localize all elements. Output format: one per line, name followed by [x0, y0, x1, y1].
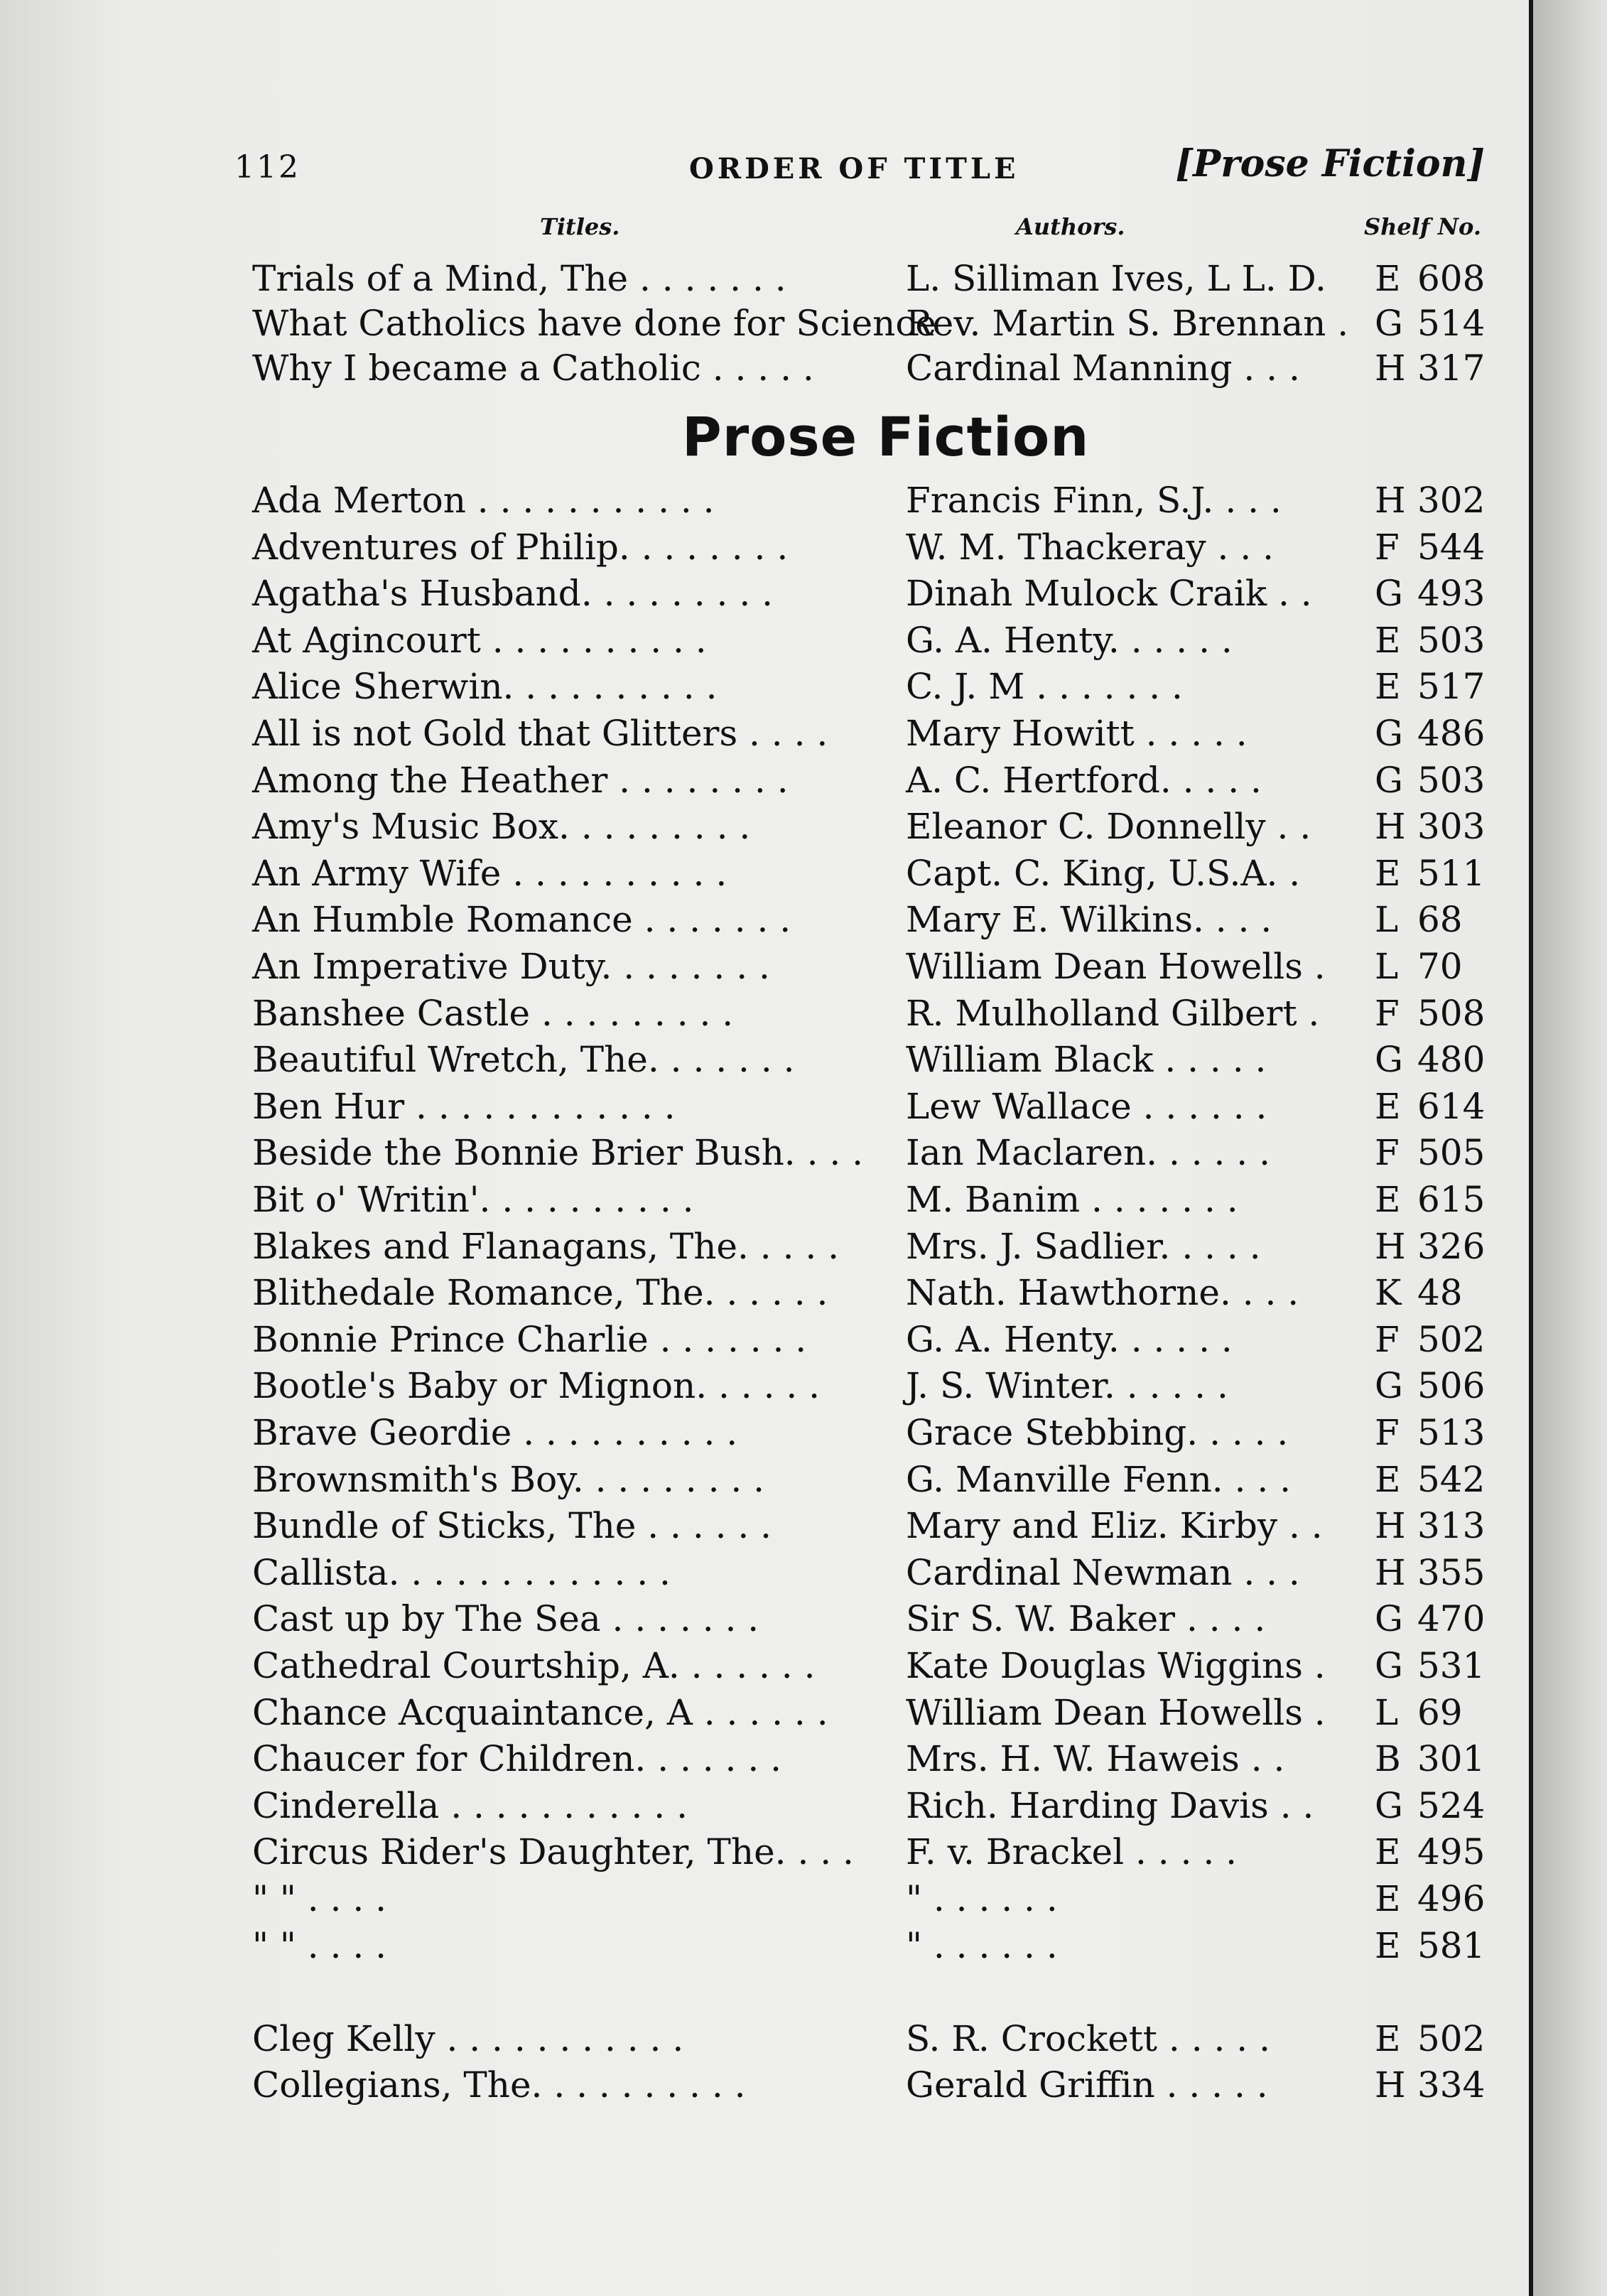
top-entry-row: [252, 301, 1503, 346]
entry-row: [252, 758, 1503, 803]
page-header: [234, 142, 1485, 199]
shelf-number: 514: [1417, 303, 1486, 344]
entry-title: Adventures of Philip. . . . . . . .: [252, 526, 789, 568]
shelf-number: 303: [1417, 806, 1486, 848]
entry-row: [252, 1317, 1503, 1362]
entry-row: [252, 944, 1503, 989]
entry-row: [252, 897, 1503, 942]
shelf-number: 502: [1417, 1318, 1486, 1360]
entry-author: Cardinal Newman . . .: [906, 1551, 1300, 1593]
entry-row: [252, 1177, 1503, 1222]
shelf-letter: G: [1375, 303, 1403, 344]
shelf-letter: E: [1375, 1085, 1401, 1127]
shelf-number: 48: [1417, 1272, 1463, 1314]
entry-author: Mary E. Wilkins. . . .: [906, 899, 1272, 941]
entry-row: [252, 1643, 1503, 1688]
shelf-number: 614: [1417, 1085, 1486, 1127]
shelf-number: 313: [1417, 1505, 1486, 1547]
shelf-number: 506: [1417, 1365, 1486, 1407]
entry-author: " . . . . . .: [906, 1878, 1058, 1919]
shelf-letter: E: [1375, 666, 1401, 708]
shelf-number: 355: [1417, 1551, 1486, 1593]
shelf-number: 531: [1417, 1645, 1486, 1686]
entry-row: [252, 524, 1503, 570]
shelf-letter: G: [1375, 1598, 1403, 1640]
entry-title: " " . . . .: [252, 1924, 387, 1966]
shelf-number: 326: [1417, 1225, 1486, 1267]
column-headings: [234, 213, 1485, 249]
entry-title: Beside the Bonnie Brier Bush. . . .: [252, 1132, 864, 1174]
entry-title: Beautiful Wretch, The. . . . . . .: [252, 1039, 795, 1081]
shelf-letter: G: [1375, 1039, 1403, 1081]
shelf-letter: G: [1375, 713, 1403, 754]
shelf-number: 608: [1417, 258, 1486, 299]
entry-title: Cinderella . . . . . . . . . . .: [252, 1784, 688, 1826]
entry-author: F. v. Brackel . . . . .: [906, 1831, 1238, 1873]
entry-row: [252, 1363, 1503, 1408]
shelf-number: 505: [1417, 1132, 1486, 1174]
entry-author: Mary and Eliz. Kirby . .: [906, 1505, 1323, 1547]
column-heading-authors: Authors.: [1016, 213, 1125, 240]
shelf-letter: G: [1375, 1784, 1403, 1826]
entry-author: Francis Finn, S.J. . . .: [906, 480, 1282, 521]
entry-author: L. Silliman Ives, L L. D.: [906, 258, 1326, 299]
shelf-letter: F: [1375, 526, 1400, 568]
entry-author: Lew Wallace . . . . . .: [906, 1085, 1267, 1127]
entry-title: Bootle's Baby or Mignon. . . . . .: [252, 1365, 821, 1407]
shelf-number: 495: [1417, 1831, 1486, 1873]
entry-title: Brave Geordie . . . . . . . . . .: [252, 1412, 738, 1453]
shelf-letter: E: [1375, 1924, 1401, 1966]
entry-author: M. Banim . . . . . . .: [906, 1179, 1238, 1220]
entry-title: An Imperative Duty. . . . . . . .: [252, 946, 770, 987]
top-entry-row: [252, 345, 1503, 391]
shelf-number: 508: [1417, 992, 1486, 1034]
shelf-number: 70: [1417, 946, 1463, 987]
shelf-letter: G: [1375, 1645, 1403, 1686]
entry-row: [252, 991, 1503, 1036]
entry-title: Circus Rider's Daughter, The. . . .: [252, 1831, 854, 1873]
entry-title: Cleg Kelly . . . . . . . . . . .: [252, 2017, 684, 2059]
entry-row: [252, 1596, 1503, 1642]
entry-title: At Agincourt . . . . . . . . . .: [252, 619, 707, 661]
shelf-letter: E: [1375, 1878, 1401, 1919]
entry-row: [252, 1503, 1503, 1548]
entry-title: Why I became a Catholic . . . . .: [252, 347, 814, 389]
entry-title: Alice Sherwin. . . . . . . . . .: [252, 666, 718, 708]
entry-author: Sir S. W. Baker . . . .: [906, 1598, 1266, 1640]
shelf-number: 502: [1417, 2017, 1486, 2059]
entry-author: Mrs. J. Sadlier. . . . .: [906, 1225, 1261, 1267]
shelf-letter: L: [1375, 946, 1399, 987]
shelf-number: 544: [1417, 526, 1486, 568]
entry-author: Rich. Harding Davis . .: [906, 1784, 1314, 1826]
shelf-number: 493: [1417, 573, 1486, 615]
entry-author: Mrs. H. W. Haweis . .: [906, 1738, 1285, 1780]
entry-author: William Black . . . . .: [906, 1039, 1267, 1081]
entry-author: J. S. Winter. . . . . .: [906, 1365, 1228, 1407]
entry-title: Trials of a Mind, The . . . . . . .: [252, 258, 786, 299]
entry-author: Mary Howitt . . . . .: [906, 713, 1248, 754]
entry-author: G. Manville Fenn. . . .: [906, 1458, 1292, 1500]
shelf-letter: H: [1375, 1505, 1406, 1547]
entry-title: An Army Wife . . . . . . . . . .: [252, 852, 727, 894]
section-heading: Prose Fiction: [682, 405, 1090, 468]
entry-row: [252, 1037, 1503, 1082]
shelf-number: 581: [1417, 1924, 1486, 1966]
entry-title: Bonnie Prince Charlie . . . . . . .: [252, 1318, 807, 1360]
shelf-letter: H: [1375, 347, 1406, 389]
entry-row: [252, 1690, 1503, 1735]
shelf-number: 301: [1417, 1738, 1486, 1780]
entry-row: [252, 1084, 1503, 1129]
entry-row: [252, 478, 1503, 523]
entry-title: Amy's Music Box. . . . . . . . .: [252, 806, 751, 848]
section-tag: [Prose Fiction]: [1175, 142, 1485, 185]
page-gutter-shadow: [1533, 0, 1607, 2296]
shelf-letter: E: [1375, 852, 1401, 894]
entry-author: Grace Stebbing. . . . .: [906, 1412, 1289, 1453]
entry-author: Cardinal Manning . . .: [906, 347, 1300, 389]
column-heading-titles: Titles.: [540, 213, 620, 240]
entry-row: [252, 1923, 1503, 1968]
shelf-number: 503: [1417, 619, 1486, 661]
entry-title: Bundle of Sticks, The . . . . . .: [252, 1505, 772, 1547]
entry-author: Nath. Hawthorne. . . .: [906, 1272, 1299, 1314]
entry-row: [252, 2016, 1503, 2061]
entry-row: [252, 618, 1503, 663]
entry-row: [252, 1130, 1503, 1175]
entry-author: R. Mulholland Gilbert .: [906, 992, 1320, 1034]
entry-title: An Humble Romance . . . . . . .: [252, 899, 791, 941]
shelf-letter: G: [1375, 1365, 1403, 1407]
shelf-letter: K: [1375, 1272, 1402, 1314]
running-title: ORDER OF TITLE: [689, 152, 1019, 185]
entry-row: [252, 2062, 1503, 2108]
entry-row: [252, 1829, 1503, 1875]
entry-title: Banshee Castle . . . . . . . . .: [252, 992, 734, 1034]
entry-author: Capt. C. King, U.S.A. .: [906, 852, 1301, 894]
shelf-letter: F: [1375, 1132, 1400, 1174]
shelf-letter: H: [1375, 480, 1406, 521]
shelf-letter: L: [1375, 899, 1399, 941]
shelf-letter: E: [1375, 258, 1401, 299]
entry-author: Kate Douglas Wiggins .: [906, 1645, 1326, 1686]
shelf-number: 513: [1417, 1412, 1486, 1453]
entry-author: Ian Maclaren. . . . . .: [906, 1132, 1270, 1174]
entry-title: Bit o' Writin'. . . . . . . . . .: [252, 1179, 694, 1220]
entry-title: Agatha's Husband. . . . . . . . .: [252, 573, 774, 615]
entry-author: William Dean Howells .: [906, 946, 1326, 987]
entry-title: What Catholics have done for Science: [252, 303, 936, 344]
shelf-letter: E: [1375, 1831, 1401, 1873]
entry-title: Among the Heather . . . . . . . .: [252, 759, 789, 801]
entry-title: Collegians, The. . . . . . . . . .: [252, 2064, 746, 2106]
shelf-number: 69: [1417, 1691, 1463, 1733]
shelf-number: 503: [1417, 759, 1486, 801]
shelf-letter: F: [1375, 1412, 1400, 1453]
entry-title: Cast up by The Sea . . . . . . .: [252, 1598, 759, 1640]
entry-title: Chance Acquaintance, A . . . . . .: [252, 1691, 828, 1733]
shelf-letter: F: [1375, 1318, 1400, 1360]
entry-author: Rev. Martin S. Brennan .: [906, 303, 1349, 344]
entry-row: [252, 1224, 1503, 1269]
shelf-letter: E: [1375, 1179, 1401, 1220]
shelf-number: 517: [1417, 666, 1486, 708]
entry-row: [252, 1736, 1503, 1782]
shelf-number: 68: [1417, 899, 1463, 941]
entry-row: [252, 1457, 1503, 1502]
entry-author: A. C. Hertford. . . . .: [906, 759, 1262, 801]
shelf-number: 317: [1417, 347, 1486, 389]
entry-row: [252, 1550, 1503, 1595]
entry-author: C. J. M . . . . . . .: [906, 666, 1183, 708]
entry-title: Blithedale Romance, The. . . . . .: [252, 1272, 828, 1314]
shelf-number: 524: [1417, 1784, 1486, 1826]
shelf-number: 470: [1417, 1598, 1486, 1640]
entry-row: [252, 1270, 1503, 1315]
entry-row: [252, 664, 1503, 709]
top-entry-row: [252, 256, 1503, 301]
entry-title: Chaucer for Children. . . . . . .: [252, 1738, 782, 1780]
shelf-number: 480: [1417, 1039, 1486, 1081]
entry-author: W. M. Thackeray . . .: [906, 526, 1274, 568]
shelf-letter: H: [1375, 1225, 1406, 1267]
shelf-number: 334: [1417, 2064, 1486, 2106]
shelf-letter: G: [1375, 759, 1403, 801]
entry-row: [252, 804, 1503, 849]
shelf-letter: H: [1375, 2064, 1406, 2106]
shelf-letter: F: [1375, 992, 1400, 1034]
entry-title: All is not Gold that Glitters . . . .: [252, 713, 828, 754]
entry-row: [252, 1969, 1503, 2015]
page-edge-line: [1529, 0, 1533, 2296]
shelf-number: 542: [1417, 1458, 1486, 1500]
shelf-letter: L: [1375, 1691, 1399, 1733]
entry-title: Callista. . . . . . . . . . . . .: [252, 1551, 671, 1593]
shelf-number: 615: [1417, 1179, 1486, 1220]
entry-title: Blakes and Flanagans, The. . . . .: [252, 1225, 840, 1267]
shelf-letter: B: [1375, 1738, 1401, 1780]
entry-title: Ada Merton . . . . . . . . . . .: [252, 480, 715, 521]
entry-row: [252, 1410, 1503, 1455]
entry-row: [252, 1876, 1503, 1922]
entry-row: [252, 851, 1503, 896]
shelf-letter: H: [1375, 1551, 1406, 1593]
entry-author: Gerald Griffin . . . . .: [906, 2064, 1268, 2106]
entry-author: Dinah Mulock Craik . .: [906, 573, 1312, 615]
shelf-letter: E: [1375, 1458, 1401, 1500]
shelf-number: 496: [1417, 1878, 1486, 1919]
entry-author: " . . . . . .: [906, 1924, 1058, 1966]
shelf-number: 511: [1417, 852, 1486, 894]
shelf-letter: E: [1375, 2017, 1401, 2059]
shelf-letter: G: [1375, 573, 1403, 615]
entry-author: G. A. Henty. . . . . .: [906, 619, 1233, 661]
entry-author: G. A. Henty. . . . . .: [906, 1318, 1233, 1360]
entry-title: Ben Hur . . . . . . . . . . . .: [252, 1085, 676, 1127]
shelf-letter: E: [1375, 619, 1401, 661]
column-heading-shelf: Shelf No.: [1364, 213, 1481, 240]
entry-title: Cathedral Courtship, A. . . . . . .: [252, 1645, 816, 1686]
entry-row: [252, 1783, 1503, 1828]
entry-author: Eleanor C. Donnelly . .: [906, 806, 1311, 848]
entry-title: " " . . . .: [252, 1878, 387, 1919]
entry-title: Brownsmith's Boy. . . . . . . . .: [252, 1458, 765, 1500]
entry-row: [252, 711, 1503, 756]
shelf-number: 302: [1417, 480, 1486, 521]
entry-author: S. R. Crockett . . . . .: [906, 2017, 1270, 2059]
entry-author: William Dean Howells .: [906, 1691, 1326, 1733]
page-number: 112: [234, 149, 301, 185]
entry-row: [252, 571, 1503, 616]
shelf-number: 486: [1417, 713, 1486, 754]
shelf-letter: H: [1375, 806, 1406, 848]
